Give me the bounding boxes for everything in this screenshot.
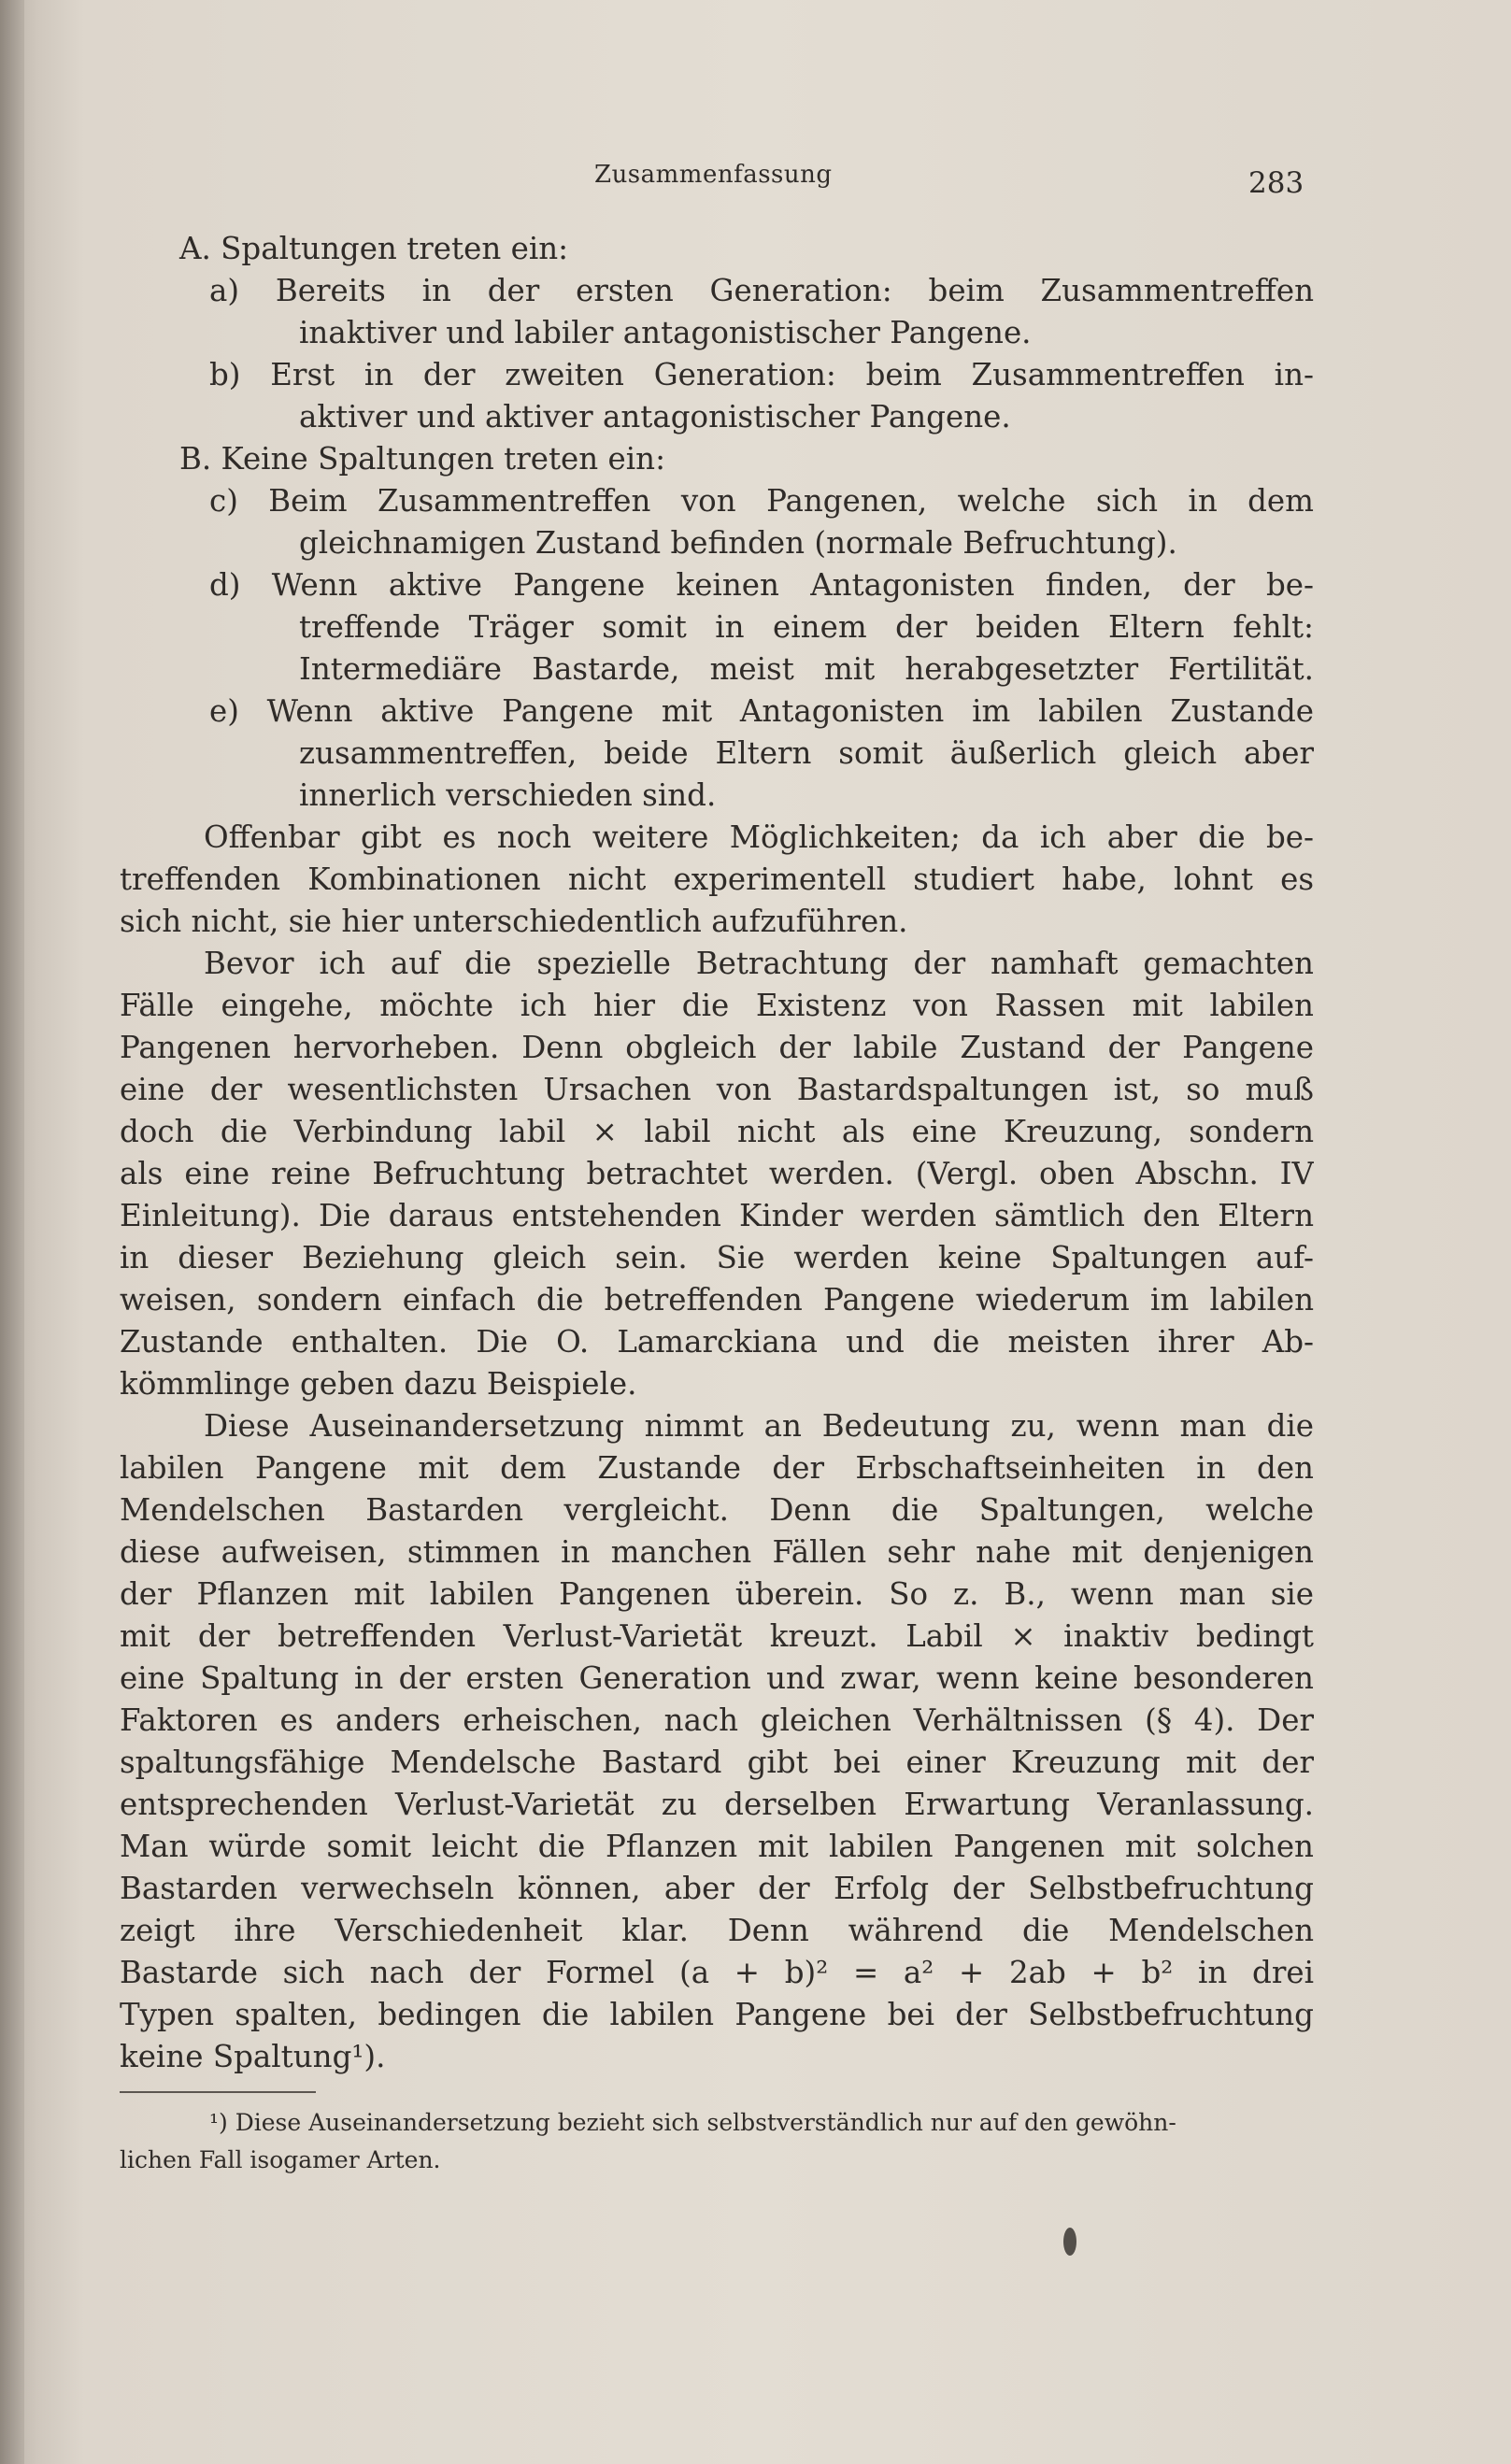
paragraph-line: Bevor ich auf die spezielle Betrachtung der namhaft gemachten bbox=[204, 946, 1314, 981]
paragraph-line: sich nicht, sie hier unterschiedentlich aufzuführen. bbox=[120, 904, 908, 939]
body-text bbox=[120, 228, 1314, 2179]
paragraph-line: in dieser Beziehung gleich sein. Sie werden keine Spaltungen auf- bbox=[120, 1240, 1314, 1275]
footnote-line: lichen Fall isogamer Arten. bbox=[120, 2146, 441, 2173]
list-item-b: b) Erst in der zweiten Generation: beim Zusammentreffen in- bbox=[209, 357, 1314, 392]
list-item-c: c) Beim Zusammentreffen von Pangenen, welche sich in dem bbox=[209, 483, 1314, 519]
paragraph-line: doch die Verbindung labil × labil nicht als eine Kreuzung, sondern bbox=[120, 1114, 1314, 1149]
paragraph-line: keine Spaltung¹). bbox=[120, 2039, 386, 2074]
page-gutter-shadow bbox=[0, 0, 24, 2464]
list-heading-a: A. Spaltungen treten ein: bbox=[179, 231, 569, 266]
paragraph-line: Zustande enthalten. Die O. Lamarckiana und die meisten ihrer Ab- bbox=[120, 1324, 1314, 1360]
paragraph-line: labilen Pangene mit dem Zustande der Erbschaftseinheiten in den bbox=[120, 1450, 1314, 1486]
paragraph-line: entsprechenden Verlust-Varietät zu derselben Erwartung Veranlassung. bbox=[120, 1787, 1314, 1822]
paragraph-line: zeigt ihre Verschiedenheit klar. Denn während die Mendelschen bbox=[120, 1913, 1314, 1948]
paragraph-line: eine Spaltung in der ersten Generation und zwar, wenn keine besonderen bbox=[120, 1660, 1314, 1696]
paragraph-line: Faktoren es anders erheischen, nach gleichen Verhältnissen (§ 4). Der bbox=[120, 1702, 1314, 1738]
list-item-d: d) Wenn aktive Pangene keinen Antagonisten finden, der be- bbox=[209, 567, 1314, 603]
paragraph-line: Diese Auseinandersetzung nimmt an Bedeutung zu, wenn man die bbox=[204, 1408, 1314, 1444]
paragraph-line: Mendelschen Bastarden vergleicht. Denn die Spaltungen, welche bbox=[120, 1492, 1314, 1528]
list-item-a-continuation: inaktiver und labiler antagonistischer Pangene. bbox=[299, 315, 1032, 350]
list-heading-b: B. Keine Spaltungen treten ein: bbox=[179, 441, 666, 477]
paragraph-line: kömmlinge geben dazu Beispiele. bbox=[120, 1366, 637, 1402]
footnote-rule bbox=[120, 2091, 316, 2093]
footnote-line: ¹) Diese Auseinandersetzung bezieht sich selbstverständlich nur auf den gewöhn- bbox=[209, 2109, 1176, 2136]
paragraph-line: eine der wesentlichsten Ursachen von Bastardspaltungen ist, so muß bbox=[120, 1072, 1314, 1107]
paragraph-line: spaltungsfähige Mendelsche Bastard gibt bei einer Kreuzung mit der bbox=[120, 1745, 1314, 1780]
paragraph-line: weisen, sondern einfach die betreffenden Pangene wiederum im labilen bbox=[120, 1282, 1314, 1317]
running-head: Zusammenfassung bbox=[594, 161, 833, 189]
ink-speck bbox=[1063, 2228, 1076, 2256]
paragraph-line: als eine reine Befruchtung betrachtet werden. (Vergl. oben Abschn. IV bbox=[120, 1156, 1314, 1191]
paragraph-line: Man würde somit leicht die Pflanzen mit labilen Pangenen mit solchen bbox=[120, 1829, 1314, 1864]
paragraph-line: Einleitung). Die daraus entstehenden Kinder werden sämtlich den Eltern bbox=[120, 1198, 1314, 1233]
paragraph-line: Bastarden verwechseln können, aber der Erfolg der Selbstbefruchtung bbox=[120, 1871, 1314, 1906]
list-item-e: e) Wenn aktive Pangene mit Antagonisten im labilen Zustande bbox=[209, 693, 1314, 729]
list-item-a: a) Bereits in der ersten Generation: beim Zusammentreffen bbox=[209, 273, 1314, 308]
page-header bbox=[0, 161, 1511, 198]
paragraph-line: der Pflanzen mit labilen Pangenen überein. So z. B., wenn man sie bbox=[120, 1576, 1314, 1612]
list-item-e-continuation: innerlich verschieden sind. bbox=[299, 777, 717, 813]
list-item-d-continuation: Intermediäre Bastarde, meist mit herabgesetzter Fertilität. bbox=[299, 651, 1314, 687]
list-item-b-continuation: aktiver und aktiver antagonistischer Pangene. bbox=[299, 399, 1011, 434]
list-item-d-continuation: treffende Träger somit in einem der beiden Eltern fehlt: bbox=[299, 609, 1314, 645]
paragraph-line: Fälle eingehe, möchte ich hier die Existenz von Rassen mit labilen bbox=[120, 988, 1314, 1023]
list-item-c-continuation: gleichnamigen Zustand befinden (normale Befruchtung). bbox=[299, 525, 1177, 561]
list-item-e-continuation: zusammentreffen, beide Eltern somit äußerlich gleich aber bbox=[299, 735, 1314, 771]
paragraph-line: mit der betreffenden Verlust-Varietät kreuzt. Labil × inaktiv bedingt bbox=[120, 1618, 1314, 1654]
paragraph-line: Typen spalten, bedingen die labilen Pangene bei der Selbstbefruchtung bbox=[120, 1997, 1314, 2032]
paragraph-line: Pangenen hervorheben. Denn obgleich der labile Zustand der Pangene bbox=[120, 1030, 1314, 1065]
paragraph-line: Offenbar gibt es noch weitere Möglichkeiten; da ich aber die be- bbox=[204, 819, 1314, 855]
paragraph-line: Bastarde sich nach der Formel (a + b)² = a² + 2ab + b² in drei bbox=[120, 1955, 1314, 1990]
paragraph-line: treffenden Kombinationen nicht experimentell studiert habe, lohnt es bbox=[120, 862, 1314, 897]
paragraph-line: diese aufweisen, stimmen in manchen Fällen sehr nahe mit denjenigen bbox=[120, 1534, 1314, 1570]
page-number: 283 bbox=[1248, 166, 1304, 200]
